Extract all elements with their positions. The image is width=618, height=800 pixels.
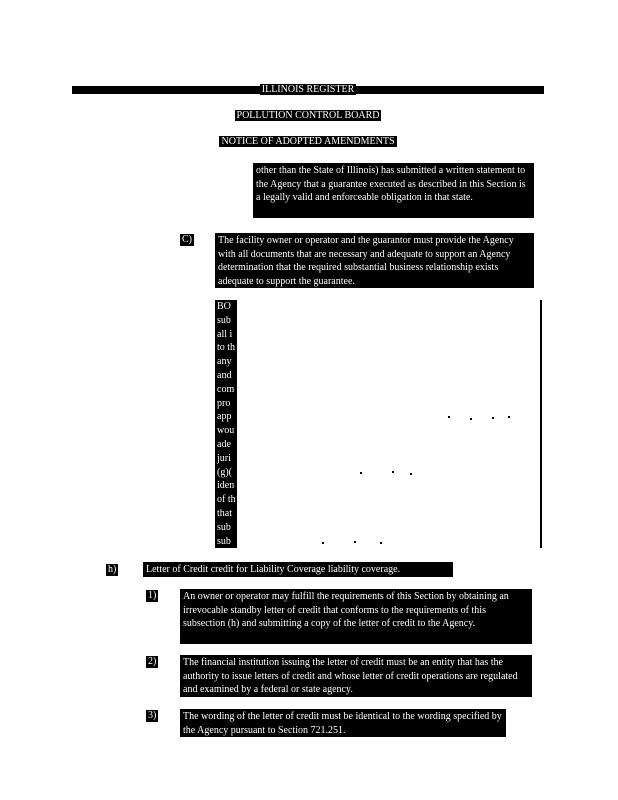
scan-speck	[492, 417, 494, 419]
section-h-marker: h)	[108, 564, 117, 575]
masked-fragment: ade	[217, 438, 231, 450]
masked-fragment: (g)(	[217, 466, 232, 478]
masked-fragment: BO	[217, 301, 231, 312]
scan-speck	[392, 471, 394, 473]
item-2-text: The financial institution issuing the letter of credit must be an entity that has the authority to issue letters of credit and whose letter of credit operations are regulated and examined by a federal or state agency.	[180, 655, 532, 697]
scan-speck	[448, 416, 450, 418]
notice-title: NOTICE OF ADOPTED AMENDMENTS	[221, 136, 395, 147]
scan-speck	[380, 542, 382, 544]
item-3-marker: 3)	[148, 710, 157, 721]
masked-fragment: iden	[217, 480, 235, 492]
item-c-text: The facility owner or operator and the guarantor must provide the Agency with all documents that are necessary and adequate to support an Agency determination that the required substantial business relationship exists adequate to support the guarantee.	[215, 233, 534, 288]
item-3-text: The wording of the letter of credit must be identical to the wording specified by the Agency pursuant to Section 721.251.	[180, 709, 506, 737]
register-title: ILLINOIS REGISTER	[261, 84, 355, 95]
masked-text-column	[215, 300, 237, 548]
masked-fragment: sub	[217, 314, 231, 326]
masked-fragment: all i	[217, 328, 233, 340]
scan-speck	[410, 473, 412, 475]
item-c-marker: C)	[182, 234, 192, 245]
scan-speck	[508, 416, 510, 418]
masked-fragment: sub	[217, 521, 231, 533]
item-1-marker: 1)	[148, 590, 157, 601]
board-title: POLLUTION CONTROL BOARD	[236, 110, 380, 121]
scan-speck	[354, 541, 356, 543]
item-2-marker: 2)	[148, 656, 157, 667]
scan-speck	[360, 472, 362, 474]
masked-fragment: any	[217, 356, 232, 368]
scan-speck	[470, 418, 472, 420]
margin-rule	[540, 300, 542, 548]
masked-fragment: that	[217, 507, 232, 519]
masked-fragment: com	[217, 383, 235, 395]
masked-fragment: to th	[217, 342, 236, 354]
scan-speck	[322, 542, 324, 544]
item-1-text: An owner or operator may fulfill the requirements of this Section by obtaining an irrevocable standby letter of credit that conforms to the requirements of this subsection (h) and submitting a copy of the letter of credit to the Agency.	[180, 589, 532, 644]
masked-fragment: juri	[217, 452, 231, 464]
section-h-heading: Letter of Credit credit for Liability Coverage liability coverage.	[143, 562, 453, 577]
masked-fragment: wou	[217, 425, 235, 437]
masked-fragment: pro	[217, 397, 231, 409]
masked-fragment: of th	[217, 494, 236, 506]
masked-fragment: app	[217, 411, 232, 423]
masked-fragment: sub	[217, 535, 231, 547]
continuation-paragraph: other than the State of Illinois) has submitted a written statement to the Agency that a guarantee executed as described in this Section is a legally valid and enforceable obligation in that state.	[253, 163, 534, 218]
masked-fragment: and	[217, 369, 232, 381]
